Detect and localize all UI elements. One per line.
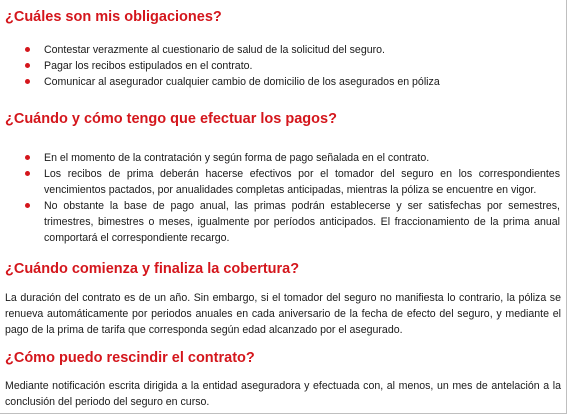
obligations-list (0, 42, 566, 90)
list-item: Comunicar al asegurador cualquier cambio de domicilio de los asegurados en póliza (0, 74, 566, 90)
list-item: Pagar los recibos estipulados en el contrato. (0, 58, 566, 74)
section-heading-coverage: ¿Cuándo comienza y finaliza la cobertura? (5, 261, 300, 277)
coverage-paragraph: La duración del contrato es de un año. Sin embargo, si el tomador del seguro no manifiesta lo contrario, la póliza se renueva automáticamente por periodos anuales en cada aniversario de la fecha de efecto del seguro, y mediante el pago de la prima de tarifa que corresponda según edad alcanzado por el asegurado. (5, 292, 561, 336)
list-item: Los recibos de prima deberán hacerse efectivos por el tomador del seguro en los correspondientes vencimientos pactados, por anualidades completas anticipadas, mientras la póliza se encuentre en vigor. (0, 166, 566, 198)
cancel-paragraph: Mediante notificación escrita dirigida a la entidad aseguradora y efectuada con, al menos, un mes de antelación a la conclusión del periodo del seguro en curso. (5, 380, 561, 408)
section-heading-cancel: ¿Cómo puedo rescindir el contrato? (5, 350, 255, 366)
list-item: Contestar verazmente al cuestionario de salud de la solicitud del seguro. (0, 42, 566, 58)
section-heading-obligations: ¿Cuáles son mis obligaciones? (5, 9, 222, 25)
payments-list (0, 150, 566, 246)
section-heading-payments: ¿Cuándo y cómo tengo que efectuar los pagos? (5, 111, 337, 127)
list-item: En el momento de la contratación y según forma de pago señalada en el contrato. (0, 150, 566, 166)
list-item: No obstante la base de pago anual, las primas podrán establecerse y ser satisfechas por semestres, trimestres, bimestres o meses, igualmente por períodos anticipados. El fraccionamiento de la prima anual comportará el correspondiente recargo. (0, 198, 566, 246)
